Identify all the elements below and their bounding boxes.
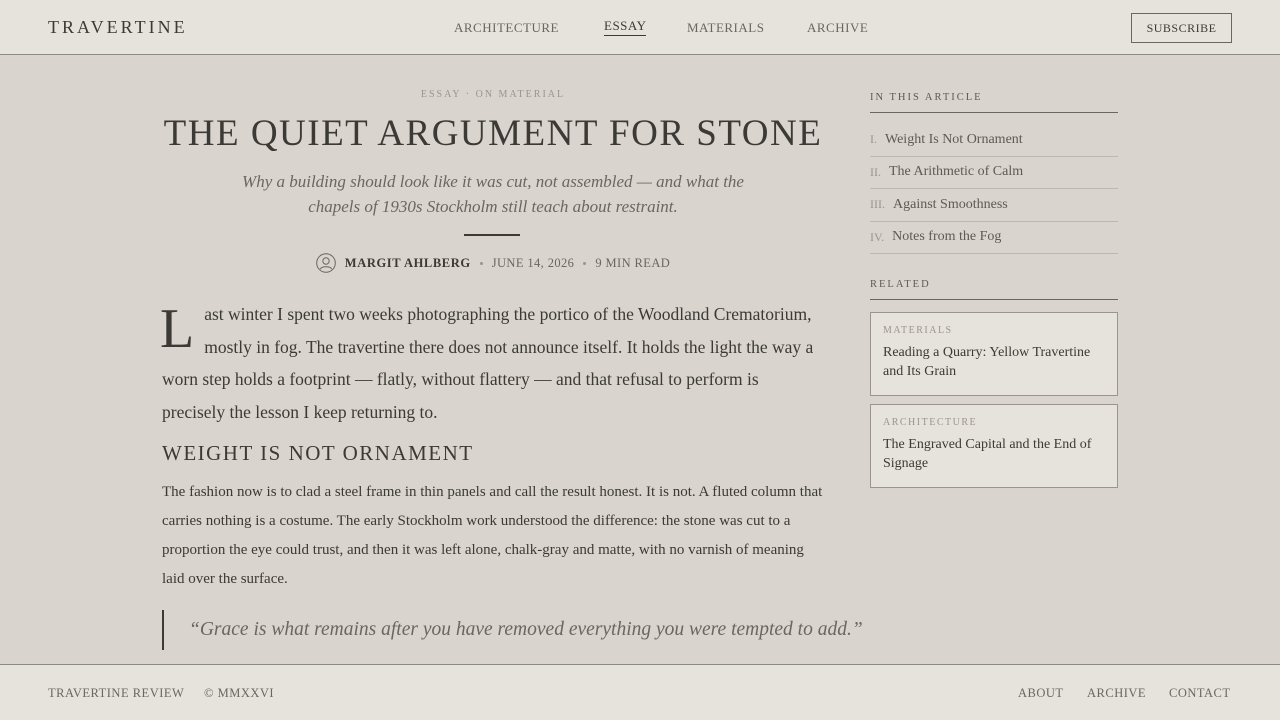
body-paragraph: The fashion now is to clad a steel frame in thin panels and call the result honest. It is not. A fluted column that carries nothing is a costume. The early Stockholm work understood the difference: the stone was cut to a proportion the eye could trust, and then it was left alone, chalk-gray and matte, with no varnish of meaning laid over the surface.	[162, 484, 823, 587]
card-title: The Engraved Capital and the End of Signage	[883, 437, 1092, 471]
site-header	[0, 0, 1280, 55]
toc-number: III.	[870, 197, 885, 212]
nav-item-essay[interactable]: ESSAY	[604, 18, 646, 36]
toc-number: II.	[870, 164, 881, 179]
read-time: 9 MIN READ	[595, 255, 671, 270]
toc-label: The Arithmetic of Calm	[889, 164, 1024, 180]
nav-item-materials[interactable]: MATERIALS	[687, 20, 765, 35]
site-logo[interactable]: TRAVERTINE	[48, 17, 188, 37]
article-title: THE QUIET ARGUMENT FOR STONE	[163, 113, 823, 154]
footer-brand[interactable]: TRAVERTINE REVIEW	[48, 686, 185, 700]
main-nav	[0, 0, 1280, 55]
user-circle-icon	[316, 253, 336, 273]
separator-dot	[583, 262, 586, 265]
toc-label: Weight Is Not Ornament	[885, 131, 1023, 147]
card-category: ARCHITECTURE	[883, 417, 978, 428]
footer-link-about[interactable]: ABOUT	[1018, 686, 1064, 700]
drop-cap: L	[160, 298, 195, 360]
toc-item-smoothness[interactable]	[870, 189, 1118, 222]
table-of-contents	[870, 124, 1118, 254]
lede-text: ast winter I spent two weeks photographing the portico of the Woodland Crematorium, mostly in fog. The travertine there does not announce itself. It holds the light the way a worn step holds a footprint — flatly, without flattery — and that refusal to perform is precisely the lesson I keep returning to.	[162, 304, 814, 422]
toc-item-arithmetic[interactable]	[870, 157, 1118, 190]
toc-number: IV.	[870, 229, 885, 244]
subscribe-button[interactable]: SUBSCRIBE	[1131, 13, 1232, 43]
byline	[162, 252, 824, 274]
toc-item-weight[interactable]	[870, 124, 1118, 157]
related-card-capital[interactable]	[870, 404, 1118, 488]
lede-paragraph	[162, 298, 824, 428]
article-kicker: ESSAY · ON MATERIAL	[420, 89, 566, 100]
footer-link-archive[interactable]: ARCHIVE	[1087, 686, 1147, 700]
related-card-quarry[interactable]	[870, 312, 1118, 396]
related-heading: RELATED	[870, 279, 1118, 300]
nav-item-archive[interactable]: ARCHIVE	[807, 20, 869, 35]
toc-heading: IN THIS ARTICLE	[870, 92, 1118, 113]
toc-label: Against Smoothness	[893, 196, 1008, 212]
pull-quote: “Grace is what remains after you have removed everything you were tempted to add.”	[162, 610, 824, 650]
author-name[interactable]: MARGIT AHLBERG	[344, 255, 471, 270]
site-footer	[0, 664, 1280, 720]
toc-label: Notes from the Fog	[892, 229, 1002, 245]
title-divider	[464, 234, 520, 236]
footer-copyright: © MMXXVI	[204, 686, 275, 700]
section-heading: WEIGHT IS NOT ORNAMENT	[162, 441, 474, 465]
nav-item-architecture[interactable]: ARCHITECTURE	[454, 20, 559, 35]
toc-item-fog[interactable]	[870, 222, 1118, 255]
card-title: Reading a Quarry: Yellow Travertine and Its Grain	[883, 345, 1091, 379]
publish-date: JUNE 14, 2026	[491, 255, 575, 270]
article-subtitle: Why a building should look like it was cut, not assembled — and what the chapels of 1930s Stockholm still teach about restraint.	[242, 172, 744, 216]
separator-dot	[480, 262, 483, 265]
toc-number: I.	[870, 132, 877, 147]
footer-link-contact[interactable]: CONTACT	[1169, 686, 1231, 700]
card-category: MATERIALS	[883, 325, 953, 336]
